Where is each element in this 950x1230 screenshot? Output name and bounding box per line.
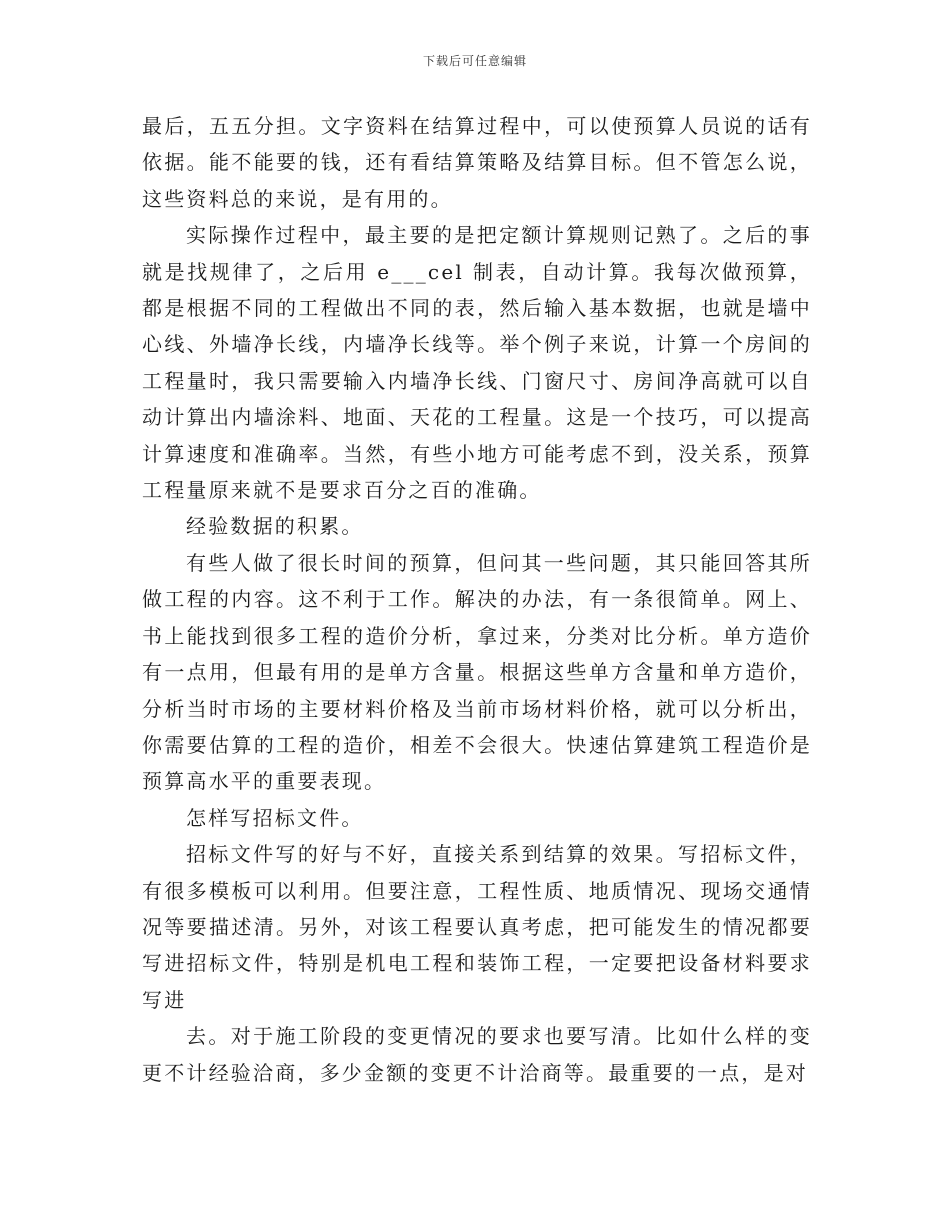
- paragraph-5: 去。对于施工阶段的变更情况的要求也要写清。比如什么样的变更不计经验洽商，多少金额的变更不计洽商等。最重要的一点，是对: [142, 1024, 812, 1085]
- page-header: 下载后可任意编辑: [422, 54, 527, 68]
- document-body: [142, 108, 812, 1091]
- paragraph-1: 最后，五五分担。文字资料在结算过程中，可以使预算人员说的话有依据。能不能要的钱，还有看结算策略及结算目标。但不管怎么说，这些资料总的来说，是有用的。: [142, 114, 812, 211]
- paragraph-4: 招标文件写的好与不好，直接关系到结算的效果。写招标文件，有很多模板可以利用。但要注意，工程性质、地质情况、现场交通情况等要描述清。另外，对该工程要认真考虑，把可能发生的情况都要写进招标文件，特别是机电工程和装饰工程，一定要把设备材料要求写进: [142, 842, 812, 1012]
- section-heading-tender-document: 怎样写招标文件。: [186, 805, 364, 830]
- paragraph-3: 有些人做了很长时间的预算，但问其一些问题，其只能回答其所做工程的内容。这不利于工作。解决的办法，有一条很简单。网上、书上能找到很多工程的造价分析，拿过来，分类对比分析。单方造价有一点用，但最有用的是单方含量。根据这些单方含量和单方造价，分析当时市场的主要材料价格及当前市场材料价格，就可以分析出，你需要估算的工程的造价，相差不会很大。快速估算建筑工程造价是预算高水平的重要表现。: [142, 550, 812, 794]
- section-heading-experience-data: 经验数据的积累。: [186, 514, 364, 539]
- paragraph-2: 实际操作过程中，最主要的是把定额计算规则记熟了。之后的事就是找规律了，之后用 e___cel 制表，自动计算。我每次做预算，都是根据不同的工程做出不同的表，然后输入基本数据，也就是墙中心线、外墙净长线，内墙净长线等。举个例子来说，计算一个房间的工程量时，我只需要输入内墙净长线、门窗尺寸、房间净高就可以自动计算出内墙涂料、地面、天花的工程量。这是一个技巧，可以提高计算速度和准确率。当然，有些小地方可能考虑不到，没关系，预算工程量原来就不是要求百分之百的准确。: [142, 223, 812, 503]
